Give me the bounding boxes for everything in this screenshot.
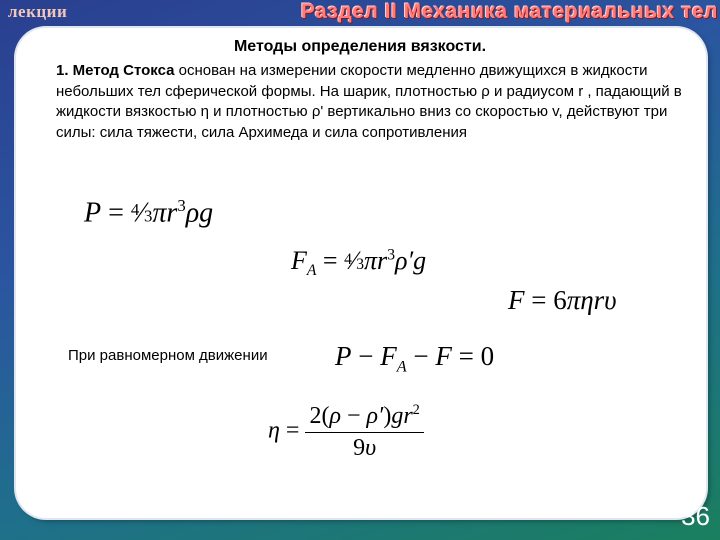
uniform-motion-label: При равномерном движении xyxy=(68,347,268,364)
slide-heading: Методы определения вязкости. xyxy=(233,38,487,55)
lectures-label: лекции xyxy=(8,2,68,21)
viscosity-formula: η = $\frac{2(\rho - \rho')gr^2}{9\upsilon}$ xyxy=(268,402,424,462)
slide-number: 36 xyxy=(681,501,710,531)
section-title: Раздел II Механика материальных тел xyxy=(300,0,718,23)
gravity-formula: $P = ^4⁄3\pi r^3\rho g$ xyxy=(84,196,214,229)
drag-formula: F = 6πηrυ xyxy=(508,285,617,315)
description-text: основан на измерении скорости медленно движущихся в жидкости небольших тел сферической формы. На шарик, плотностью ρ и радиусом r , падающий в жидкости вязкостью η и плотностью ρ' вертикально вниз со скоростью v, действуют три силы: сила тяжести, сила Архимеда и сила сопротивления xyxy=(56,62,682,141)
archimedes-formula: $F_A$ = $^4⁄3\pi r^3\rho'g$ xyxy=(291,246,427,280)
balance-formula: $P - F_A - F = 0$ xyxy=(335,341,495,376)
method-name: 1. Метод Стокса xyxy=(56,62,175,79)
description-paragraph xyxy=(56,61,696,143)
